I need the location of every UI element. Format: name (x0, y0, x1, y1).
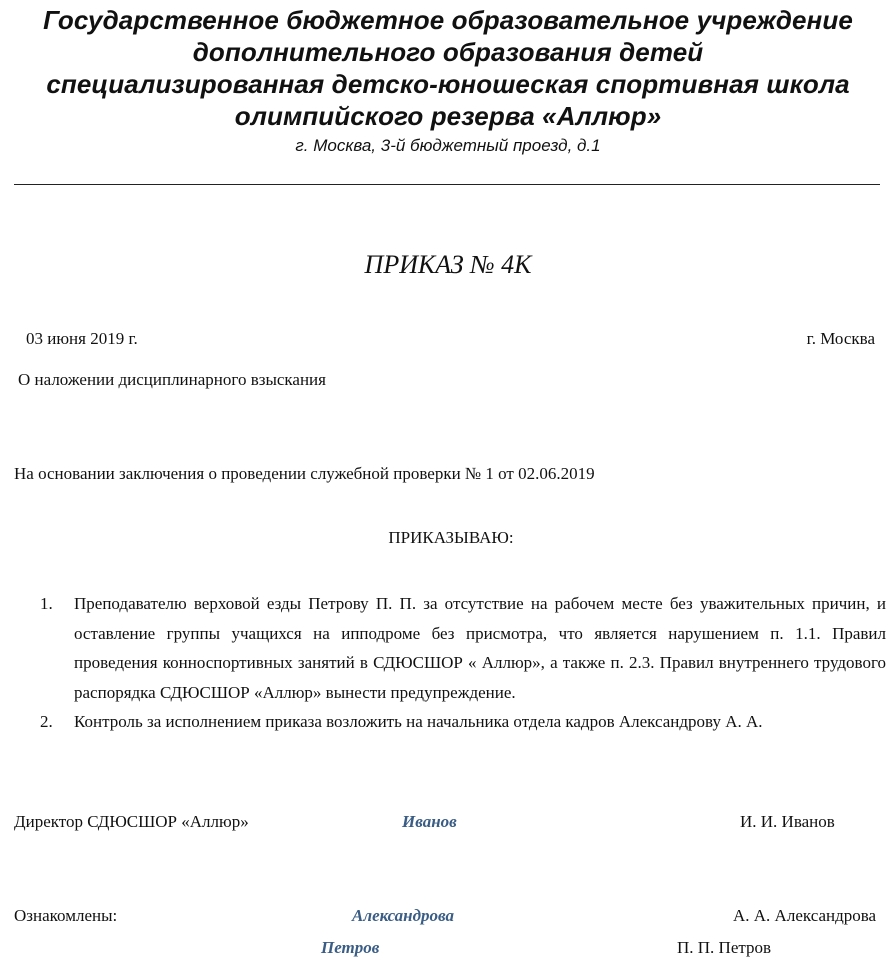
order-date: 03 июня 2019 г. (26, 329, 138, 348)
acknowledged-name: А. А. Александрова (733, 906, 877, 925)
director-name: И. И. Иванов (740, 812, 835, 831)
order-item-number: 2. (40, 712, 53, 731)
order-basis: На основании заключения о проведении служебной проверки № 1 от 02.06.2019 (14, 464, 595, 483)
org-name-line: специализированная детско-юношеская спортивная школа (46, 69, 850, 99)
acknowledged-name: П. П. Петров (677, 938, 772, 957)
order-city: г. Москва (806, 329, 875, 348)
header-divider (14, 184, 880, 185)
org-name-line: дополнительного образования детей (192, 37, 704, 67)
organization-header (0, 4, 896, 132)
order-directive-word: ПРИКАЗЫВАЮ: (388, 528, 514, 547)
director-signature: Иванов (402, 812, 457, 831)
order-item-text: Преподавателю верховой езды Петрову П. П. за отсутствие на рабочем месте без уважительных причин, и оставление группы учащихся на ипподроме без присмотра, что является нарушением п. 1.1. Правил проведения конноспортивных занятий в СДЮСШОР « Аллюр», а также п. 2.3. Правил внутреннего трудового распорядка СДЮСШОР «Аллюр» вынести предупреждение. (74, 594, 886, 702)
order-item (40, 707, 886, 737)
org-name-line: Государственное бюджетное образовательное учреждение (43, 5, 853, 35)
acknowledged-label: Ознакомлены: (14, 906, 118, 925)
order-item (40, 589, 886, 707)
org-name-line: олимпийского резерва «Аллюр» (234, 101, 662, 131)
order-title: ПРИКАЗ № 4К (364, 250, 532, 279)
director-title: Директор СДЮСШОР «Аллюр» (14, 812, 249, 831)
acknowledged-signature: Александрова (352, 906, 455, 925)
organization-address: г. Москва, 3-й бюджетный проезд, д.1 (295, 136, 601, 155)
order-item-number: 1. (40, 594, 53, 613)
order-subject: О наложении дисциплинарного взыскания (18, 370, 326, 389)
order-items-list (40, 589, 886, 737)
order-item-text: Контроль за исполнением приказа возложить на начальника отдела кадров Александрову А. А. (74, 712, 763, 731)
acknowledged-signature: Петров (321, 938, 380, 957)
